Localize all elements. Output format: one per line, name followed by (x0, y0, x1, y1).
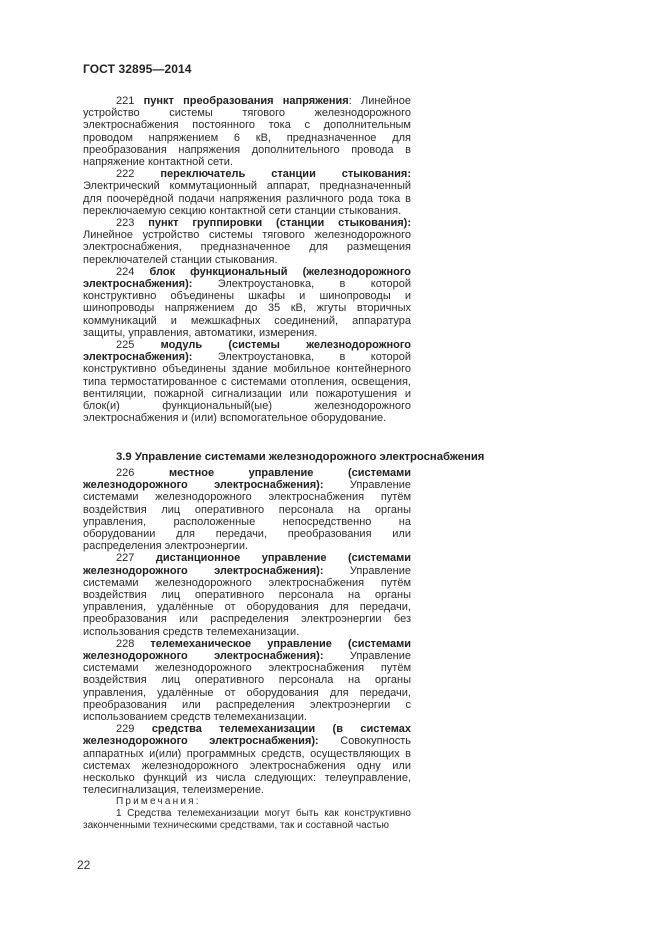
entry-separator: : (348, 95, 352, 107)
document-header: ГОСТ 32895—2014 (83, 62, 192, 76)
definition-entry-229 (83, 723, 411, 796)
definitions-block-top (83, 95, 411, 424)
note-item-1: 1 Средства телемеханизации могут быть как конструктивно законченными техническими средствами, так и составной частью (83, 808, 411, 832)
entry-number: 226 (116, 467, 135, 479)
entry-definition: Управление системами железнодорожного электроснабжения путём воздействия лиц оперативного персонала на органы управления, расположенные непосредственно на оборудовании для передачи, преобразования или распределения электроэнергии. (83, 479, 411, 553)
definition-entry-227 (83, 552, 411, 637)
entry-number: 227 (116, 552, 135, 565)
definitions-block-bottom (83, 467, 411, 832)
entry-term: дистанционное управление (системами железнодорожного электроснабжения): (83, 552, 411, 577)
entry-number: 223 (116, 217, 135, 230)
entry-definition: Электрический коммутационный аппарат, предназначенный для поочерёдной подачи напряжения различного рода тока в переключаемую секцию контактной сети станции стыкования. (83, 180, 411, 217)
definition-entry-228 (83, 638, 411, 723)
entry-definition: Линейное устройство системы тягового железнодорожного электроснабжения, предназначенное для размещения переключателей станции стыкования. (83, 229, 411, 266)
entry-term: телемеханическое управление (системами железнодорожного электроснабжения): (83, 637, 411, 663)
entry-number: 222 (116, 168, 135, 181)
entry-number: 228 (116, 637, 135, 650)
entry-definition: Линейное устройство системы тягового железнодорожного электроснабжения постоянного тока с дополнительным проводом напряжением 6 кВ, предназначенное для преобразования напряжения дополнительного провода в напряжение контактной сети. (83, 95, 411, 169)
entry-number: 224 (116, 265, 135, 278)
entry-number: 221 (116, 95, 135, 107)
entry-definition: Совокупность аппаратных и(или) программных средств, осуществляющих в системах железнодорожного электроснабжения одну или несколько функций из числа следующих: телеуправление, телесигнализация, телеизмерение. (83, 735, 411, 797)
definition-entry-224 (83, 266, 411, 339)
entry-term: блок функциональный (железнодорожного электроснабжения): (83, 265, 411, 291)
entry-term: переключатель станции стыкования: (160, 168, 412, 181)
definition-entry-221 (83, 95, 411, 168)
entry-definition: Электроустановка, в которой конструктивно объединены здание мобильное контейнерного типа термостатированное с системами отопления, освещения, вентиляции, пожарной сигнализации или пожаротушения и блок(и) функциональный(ые) железнодорожного электроснабжения и (или) вспомогательное оборудование. (83, 351, 411, 425)
definition-entry-226 (83, 467, 411, 552)
definition-entry-223 (83, 217, 411, 266)
entry-term: модуль (системы железнодорожного электроснабжения): (83, 339, 411, 364)
notes-label: Примечания: (116, 796, 201, 808)
entry-definition: Электроустановка, в которой конструктивно объединены шкафы и шинопроводы и шинопроводы напряжением до 35 кВ, жгуты вторичных коммуникаций и межшкафных соединений, аппаратура защиты, управления, автоматики, измерения. (83, 278, 411, 339)
entry-number: 229 (116, 723, 135, 736)
definition-entry-225 (83, 339, 411, 424)
entry-term: средства телемеханизации (в системах железнодорожного электроснабжения): (83, 723, 411, 748)
entry-term: местное управление (системами железнодорожного электроснабжения): (83, 467, 411, 492)
page-number: 22 (77, 858, 91, 872)
definition-entry-222 (83, 168, 411, 217)
section-heading: 3.9 Управление системами железнодорожного электроснабжения (116, 451, 485, 463)
entry-term: пункт группировки (станции стыкования): (148, 217, 411, 230)
entry-definition: Управление системами железнодорожного электроснабжения путём воздействия лиц оперативного персонала на органы управления, удалённые от оборудования для передачи, преобразования или распределения электроэнергии с использованием средств телемеханизации. (83, 650, 411, 724)
entry-term: пункт преобразования напряжения (143, 95, 349, 107)
entry-definition: Управление системами железнодорожного электроснабжения путём воздействия лиц оперативного персонала на органы управления, удалённые от оборудования для передачи, преобразования или распределения электроэнергии без использования средств телемеханизации. (83, 564, 411, 638)
entry-number: 225 (116, 339, 135, 352)
